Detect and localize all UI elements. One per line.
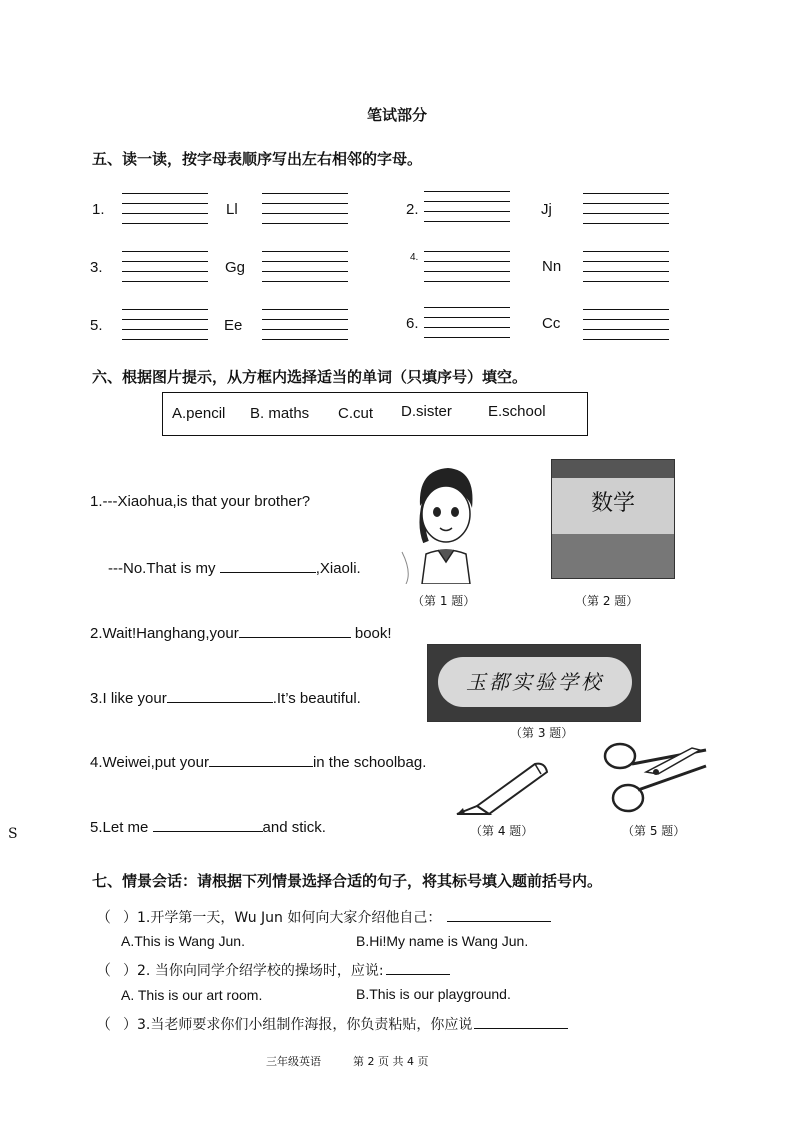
scissors-picture — [602, 740, 710, 818]
answer-lines-left[interactable] — [122, 251, 208, 285]
item-number: 6. — [406, 315, 419, 332]
page-title: 笔试部分 — [366, 106, 427, 124]
q2-blank[interactable] — [239, 623, 351, 638]
q2-option-a: A. This is our art room. — [121, 987, 263, 1003]
q1-text-pre: ---No.That is my — [108, 560, 220, 577]
question-1-line1: 1.---Xiaohua,is that your brother? — [90, 493, 311, 510]
answer-lines-right[interactable] — [583, 309, 669, 343]
dialogue-question-2 — [96, 959, 450, 980]
answer-paren[interactable]: （ — [96, 1015, 112, 1033]
letter-label: Ll — [226, 201, 238, 218]
margin-mark: S — [8, 826, 18, 842]
option-a: A.pencil — [172, 405, 226, 422]
option-c: C.cut — [338, 405, 374, 422]
q3-answer-blank[interactable] — [474, 1014, 568, 1029]
answer-lines-left[interactable] — [122, 193, 208, 227]
q1-option-b: B.Hi!My name is Wang Jun. — [356, 933, 529, 949]
question-1-line2 — [108, 558, 361, 577]
q4-blank[interactable] — [209, 752, 313, 767]
q2-answer-blank[interactable] — [386, 960, 450, 975]
stone-text: 玉都实验学校 — [438, 657, 632, 707]
book-title: 数学 — [590, 491, 635, 516]
question-4 — [90, 752, 426, 771]
q2-text-pre: 2.Wait!Hanghang,your — [90, 625, 239, 642]
q3-text-post: .It’s beautiful. — [272, 690, 361, 707]
letter-label: Cc — [542, 315, 561, 332]
q4-text-pre: 4.Weiwei,put your — [90, 754, 209, 771]
dialogue-question-1 — [96, 906, 551, 927]
answer-lines-left[interactable] — [122, 309, 208, 343]
q2-text-post: book! — [350, 625, 392, 642]
question-2 — [90, 623, 392, 642]
letter-label: Nn — [542, 258, 562, 275]
caption-1: （第 1 题） — [412, 594, 476, 608]
section6-heading: 六、根据图片提示，从方框内选择适当的单词（只填序号）填空。 — [92, 368, 528, 386]
q4-text-post: in the schoolbag. — [312, 754, 427, 771]
item-number: 5. — [90, 317, 103, 334]
option-b: B. maths — [250, 405, 310, 422]
item-number: 1. — [92, 201, 105, 218]
q1-option-a: A.This is Wang Jun. — [121, 933, 245, 949]
section5-heading: 五、读一读，按字母表顺序写出左右相邻的字母。 — [92, 150, 423, 168]
q1-blank[interactable] — [220, 558, 316, 573]
option-e: E.school — [488, 403, 546, 420]
letter-label: Ee — [224, 317, 243, 334]
item-number: 2. — [406, 201, 419, 218]
caption-5: （第 5 题） — [622, 824, 686, 838]
item-number: 4. — [410, 252, 419, 263]
q2-prompt: ）2. 当你向同学介绍学校的操场时，应说: — [123, 963, 384, 979]
answer-lines-right[interactable] — [262, 251, 348, 285]
letter-label: Gg — [225, 259, 246, 276]
q1-answer-blank[interactable] — [447, 907, 551, 922]
answer-paren[interactable]: （ — [96, 908, 112, 926]
answer-lines-right[interactable] — [583, 193, 669, 227]
q1-text-post: ,Xiaoli. — [315, 560, 361, 577]
caption-2: （第 2 题） — [575, 594, 639, 608]
q3-text-pre: 3.I like your — [90, 690, 167, 707]
q5-text-pre: 5.Let me — [90, 819, 153, 836]
pencil-picture — [455, 756, 551, 818]
answer-paren[interactable]: （ — [96, 961, 112, 979]
answer-lines-right[interactable] — [583, 251, 669, 285]
answer-lines-left[interactable] — [424, 191, 510, 225]
section7-heading: 七、情景会话：请根据下列情景选择合适的句子，将其标号填入题前括号内。 — [92, 872, 603, 890]
footer-grade: 三年级英语 — [266, 1055, 321, 1068]
caption-4: （第 4 题） — [470, 824, 534, 838]
dialogue-question-3 — [96, 1013, 568, 1034]
answer-lines-left[interactable] — [424, 251, 510, 285]
item-number: 3. — [90, 259, 103, 276]
girl-picture — [398, 462, 488, 584]
question-5 — [90, 817, 326, 836]
q3-blank[interactable] — [167, 688, 273, 703]
q1-prompt: ）1.开学第一天，Wu Jun 如何向大家介绍他自己： — [123, 910, 442, 926]
q3-prompt: ）3.当老师要求你们小组制作海报，你负责粘贴，你应说 — [123, 1017, 473, 1033]
letter-label: Jj — [541, 201, 552, 218]
question-3 — [90, 688, 361, 707]
answer-lines-right[interactable] — [262, 193, 348, 227]
school-stone-picture — [427, 644, 641, 722]
footer-page-info: 第 2 页 共 4 页 — [353, 1055, 429, 1068]
q5-blank[interactable] — [153, 817, 263, 832]
q5-text-post: and stick. — [262, 819, 326, 836]
answer-lines-left[interactable] — [424, 307, 510, 341]
caption-3: （第 3 题） — [510, 726, 574, 740]
option-d: D.sister — [401, 403, 452, 420]
answer-lines-right[interactable] — [262, 309, 348, 343]
q2-option-b: B.This is our playground. — [356, 986, 511, 1002]
maths-book-picture — [551, 459, 675, 579]
